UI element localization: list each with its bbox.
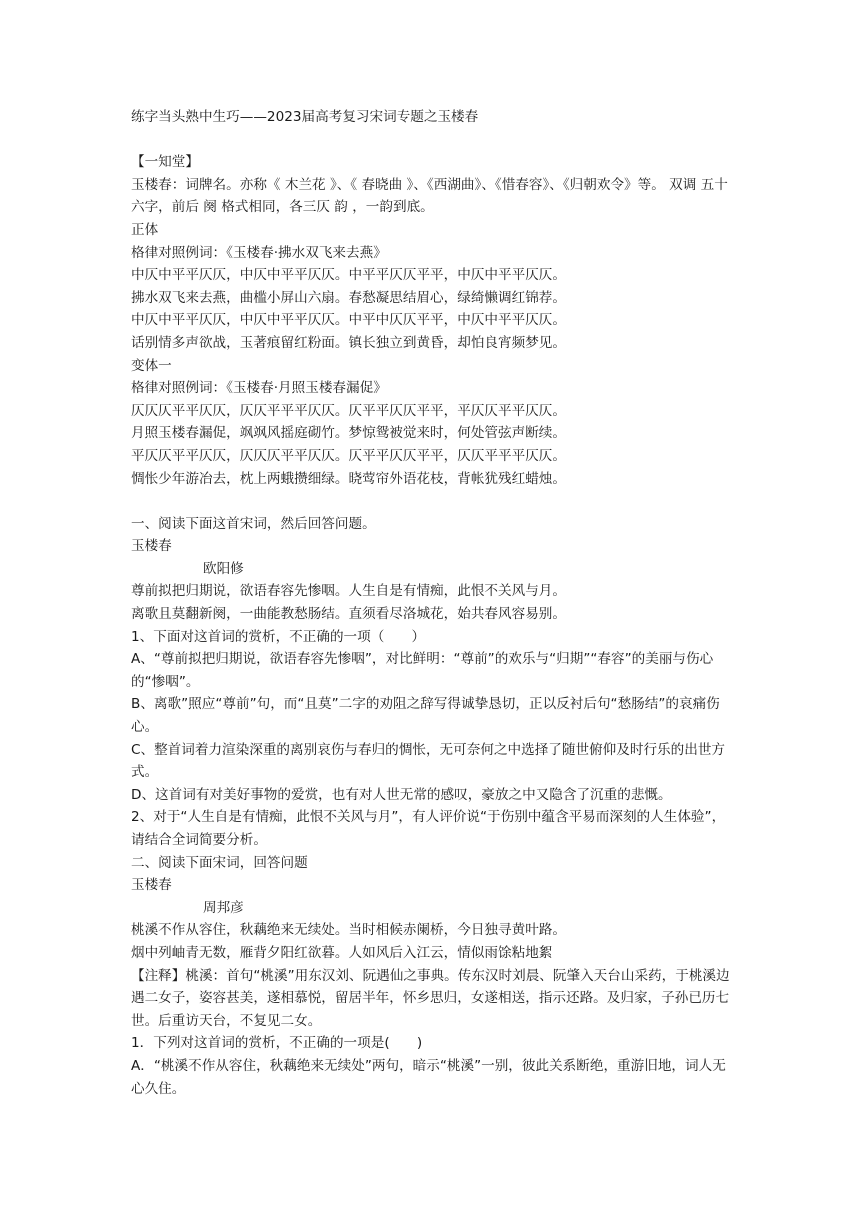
section1-question-1: 1、下面对这首词的赏析，不正确的一项（ ）: [131, 628, 426, 645]
section1-heading: 一、阅读下面这首宋词，然后回答问题。: [131, 515, 376, 532]
zhengti-line: 话别情多声欲战，玉著痕留红粉面。镇长独立到黄昏，却怕良宵频梦见。: [131, 334, 566, 351]
section1-option-b: B、离歌”照应“尊前”句，而“且莫”二字的劝阻之辞写得诚挚恳切，正以反衬后句“愁肠结”的哀痛伤心。: [131, 696, 720, 736]
bianti-line: 仄仄仄平平仄仄，仄仄平平平仄仄。仄平平仄仄平平，平仄仄平平仄仄。: [131, 402, 566, 419]
section2-author: 周邦彦: [203, 899, 244, 916]
zhengti-label: 正体: [131, 221, 159, 238]
document-body: [131, 106, 731, 1100]
section2-poem-title: 玉楼春: [131, 877, 172, 894]
section1-poem-title: 玉楼春: [131, 538, 172, 555]
bianti-line: 月照玉楼春漏促，飒飒风摇庭砌竹。梦惊鸳被觉来时，何处管弦声断续。: [131, 425, 566, 442]
section1-poem-line: 离歌且莫翻新阕，一曲能教愁肠结。直须看尽洛城花，始共春风容易别。: [131, 606, 566, 623]
zhengti-line: 拂水双飞来去燕，曲槛小屏山六扇。春愁凝思结眉心，绿绮懒调红锦荐。: [131, 289, 566, 306]
blank-line: [131, 490, 731, 513]
zhengti-line: 中仄中平平仄仄，中仄中平平仄仄。中平平仄仄平平，中仄中平平仄仄。: [131, 267, 566, 284]
section1-author: 欧阳修: [203, 560, 244, 577]
zhengti-line: 中仄中平平仄仄，中仄中平平仄仄。中平中仄仄平平，中仄中平平仄仄。: [131, 312, 566, 329]
section2-poem-line: 桃溪不作从容住，秋藕绝来无续处。当时相候赤阑桥，今日独寻黄叶路。: [131, 922, 566, 939]
document-title: 练字当头熟中生巧——2023届高考复习宋词专题之玉楼春: [131, 109, 479, 125]
section2-question-1: 1．下列对这首词的赏析，不正确的一项是( ): [131, 1035, 423, 1052]
section1-option-d: D、这首词有对美好事物的爱赏，也有对人世无常的感叹，豪放之中又隐含了沉重的悲慨。: [131, 786, 672, 803]
knowledge-heading: 【一知堂】: [131, 154, 199, 171]
section2-option-a: A．“桃溪不作从容住，秋藕绝来无续处”两句，暗示“桃溪”一别，彼此关系断绝，重游旧地，词人无心久住。: [131, 1057, 726, 1097]
bianti-line: 平仄仄平平仄仄，仄仄仄平平仄仄。仄平平仄仄平平，仄仄平平平仄仄。: [131, 447, 566, 464]
bianti-label: 变体一: [131, 357, 172, 374]
section1-option-a: A、“尊前拟把归期说，欲语春容先惨咽”，对比鲜明：“尊前”的欢乐与“归期”“春容”的美丽与伤心的“惨咽”。: [131, 651, 714, 690]
zhengti-example-title: 格律对照例词：《玉楼春·拂水双飞来去燕》: [131, 244, 387, 261]
section2-heading: 二、阅读下面宋词，回答问题: [131, 854, 308, 871]
bianti-example-title: 格律对照例词：《玉楼春·月照玉楼春漏促》: [131, 380, 387, 397]
bianti-line: 惆怅少年游冶去，枕上两蛾攒细绿。晓莺帘外语花枝，背帐犹残红蜡烛。: [131, 470, 566, 487]
section1-question-2: 2、对于“人生自是有情痴，此恨不关风与月”，有人评价说“于伤别中蕴含平易而深刻的人生体验”，请结合全词简要分析。: [131, 809, 726, 848]
section2-note: 【注释】桃溪：首句“桃溪”用东汉刘、阮遇仙之事典。传东汉时刘晨、阮肇入天台山采药，于桃溪边遇二女子，姿容甚美，遂相慕悦，留居半年，怀乡思归，女遂相送，指示还路。及归家，子孙已历七世。后重访天台，不复见二女。: [131, 967, 730, 1029]
section1-option-c: C、整首词着力渲染深重的离别哀伤与春归的惆怅，无可奈何之中选择了随世俯仰及时行乐的出世方式。: [131, 741, 726, 781]
section2-poem-line: 烟中列岫青无数，雁背夕阳红欲暮。人如风后入江云，情似雨馀粘地絮: [131, 944, 553, 961]
cipai-intro: 玉楼春：词牌名。亦称《 木兰花 》、《 春晓曲 》、《西湖曲》、《惜春容》、《归朝欢令》等。 双调 五十六字，前后 阕 格式相同，各三仄 韵 ，一韵到底。: [131, 176, 728, 216]
section1-poem-line: 尊前拟把归期说，欲语春容先惨咽。人生自是有情痴，此恨不关风与月。: [131, 583, 566, 600]
